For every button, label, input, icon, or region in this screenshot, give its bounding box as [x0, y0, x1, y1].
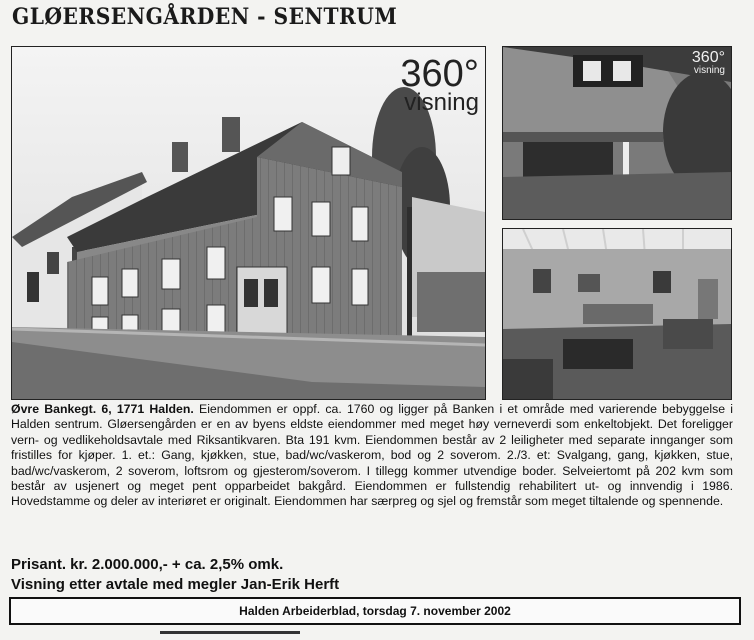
price-block: [11, 555, 733, 595]
side-photo-backyard: [502, 46, 732, 220]
360-badge-number: 360°: [400, 53, 479, 95]
360-view-badge-small: [692, 50, 725, 76]
price-line: Prisant. kr. 2.000.000,- + ca. 2,5% omk.: [11, 556, 284, 573]
cut-off-edge: [160, 631, 300, 640]
headline: GLØERSENGÅRDEN - SENTRUM: [12, 4, 398, 30]
interior-illustration: [503, 229, 731, 399]
side-photo-interior: [502, 228, 732, 400]
360-badge-small-number: 360°: [691, 49, 725, 66]
360-badge-label: visning: [404, 89, 479, 116]
source-footer: [9, 597, 741, 625]
360-badge-small-label: visning: [693, 65, 725, 76]
property-description-text: Eiendommen er oppf. ca. 1760 og ligger på Banken i et område med varierende bebyggelse i Halden sentrum. Gløersengården er en av byens eldste eiendommer med meget høy verneverdi som enkeltobjekt. Det foreligger vern- og vedlikeholdsavtale med Riksantikvaren. Bta 191 kvm. Eiendommen består av 2 leiligheter med separate innganger som fristilles for kjøper. 1. et.: Gang, kjøkken, stue, bad/wc/vaskerom, bod og 2 soverom. 2./3. et: Svalgang, gang, kjøkken, stue, bad/wc/vaskerom, 2 soverom, loftsrom og gjesterom/soverom. I tillegg kommer utvendige boder. Selveiertomt på 202 kvm som består av usjenert og meget pent opparbeidet bakgård. Eiendommen er fullstendig rehabilitert ut- og innvendig i 1986. Hovedstamme og deler av interiøret er originalt. Eiendommen har særpreg og sjel og fremstår som meget tiltalende og spennende.: [11, 402, 733, 509]
viewing-line: Visning etter avtale med megler Jan-Erik Herft: [11, 576, 340, 593]
360-view-badge: [400, 55, 479, 115]
property-description: [11, 402, 733, 510]
property-address: Øvre Bankegt. 6, 1771 Halden.: [11, 402, 194, 416]
source-citation: Halden Arbeiderblad, torsdag 7. november 2002: [239, 604, 511, 618]
main-photo-building: [11, 46, 486, 400]
